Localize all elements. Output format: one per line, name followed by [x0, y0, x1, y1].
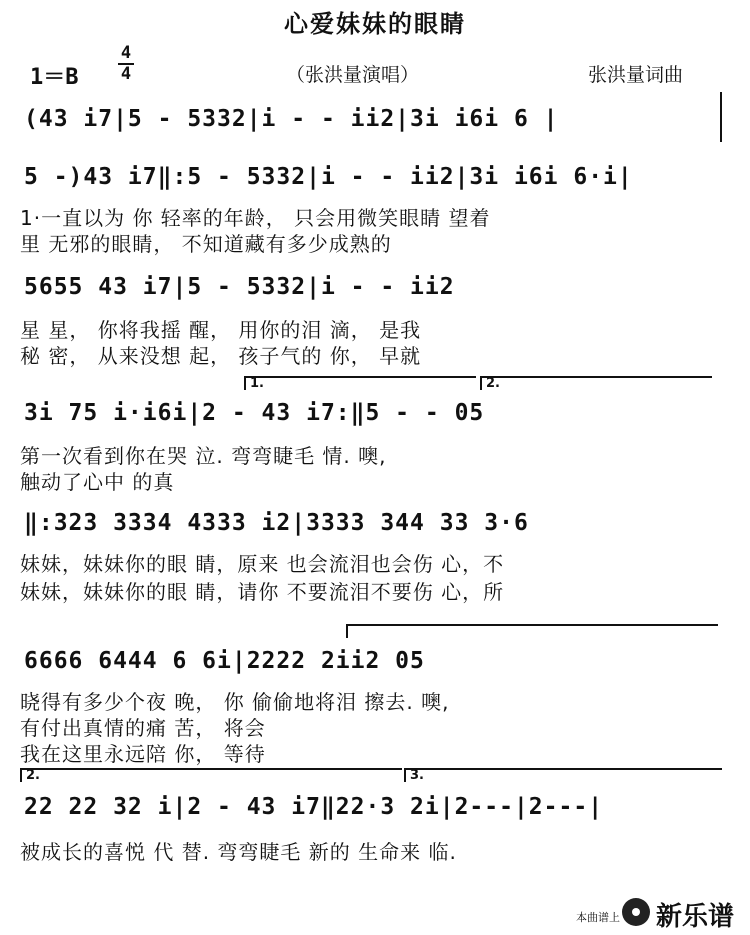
lyrics-row-6-verse-3: 我在这里永远陪 你， 等待	[20, 742, 266, 766]
lyrics-row-7-verse-1: 被成长的喜悦 代 替. 弯弯睫毛 新的 生命来 临.	[20, 840, 457, 864]
lyrics-row-5-verse-1: 妹妹，妹妹你的眼 睛，原来 也会流泪也会伤 心，不	[20, 552, 505, 576]
lyrics-row-3-verse-1: 星 星， 你将我摇 醒， 用你的泪 滴， 是我	[20, 318, 422, 342]
volta-number-1: 1.	[250, 376, 264, 391]
lyrics-row-2-verse-1: 1·一直以为 你 轻率的年龄， 只会用微笑眼睛 望着	[20, 206, 491, 230]
brand-logo	[622, 894, 742, 932]
volta-bracket-row-7-third	[404, 768, 722, 782]
lyrics-row-5-verse-2: 妹妹，妹妹你的眼 睛，请你 不要流泪不要伤 心，所	[20, 580, 505, 604]
brand-name: 新乐谱	[656, 902, 735, 932]
notes-row-2: 5 -)43 i7‖:5 - 5332|i - - ii2|3i i6i 6·i|	[24, 164, 633, 190]
volta-number-row-7-third: 3.	[410, 768, 424, 783]
notes-row-7: 22 22 32 i|2 - 43 i7‖22·3 2i|2---|2---|	[24, 794, 604, 820]
lyrics-row-2-verse-2: 里 无邪的眼睛， 不知道藏有多少成熟的	[20, 232, 392, 256]
time-signature-top: 4	[120, 43, 132, 63]
volta-number-2: 2.	[486, 376, 500, 391]
lyrics-row-3-verse-2: 秘 密， 从来没想 起， 孩子气的 你， 早就	[20, 344, 422, 368]
lyrics-row-4-verse-1: 第一次看到你在哭 泣. 弯弯睫毛 情. 噢,	[20, 444, 387, 468]
time-signature-bottom: 4	[120, 64, 132, 84]
volta-bracket-1	[244, 376, 476, 390]
music-disc-icon	[622, 898, 650, 926]
lyrics-row-4-verse-2: 触动了心中 的真	[20, 470, 175, 494]
composer-credit: 张洪量词曲	[588, 64, 684, 86]
time-signature	[116, 44, 136, 84]
notes-row-6: 6666 6444 6 6i|2222 2ii2 05	[24, 648, 425, 674]
song-title: 心爱妹妹的眼睛	[284, 10, 466, 38]
lyrics-row-6-verse-1: 晓得有多少个夜 晚， 你 偷偷地将泪 擦去. 噢,	[20, 690, 450, 714]
volta-number-row-7-second: 2.	[26, 768, 40, 783]
notes-row-4: 3i 75 i·i6i|2 - 43 i7:‖5 - - 05	[24, 400, 485, 426]
notes-row-3: 5655 43 i7|5 - 5332|i - - ii2	[24, 274, 455, 300]
lyrics-row-6-verse-2: 有付出真情的痛 苦， 将会	[20, 716, 266, 740]
notes-row-5: ‖:323 3334 4333 i2|3333 344 33 3·6	[24, 510, 529, 536]
key-signature: 1＝B	[30, 65, 79, 90]
volta-bracket-2	[480, 376, 712, 390]
singer-credit: （张洪量演唱）	[286, 64, 420, 86]
footer-note: 本曲谱上	[576, 911, 620, 924]
volta-bracket-row-6	[346, 624, 718, 638]
volta-bracket-row-7-second	[20, 768, 402, 782]
notes-row-1: (43 i7|5 - 5332|i - - ii2|3i i6i 6 |	[24, 106, 559, 132]
